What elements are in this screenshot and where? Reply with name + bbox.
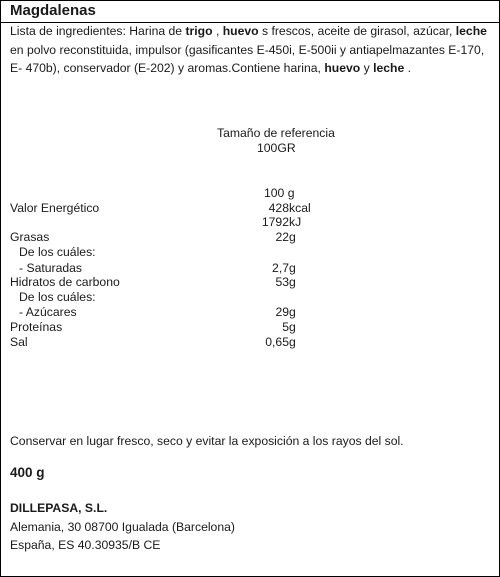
- company-address: Alemania, 30 08700 Igualada (Barcelona): [10, 520, 235, 534]
- title-box: [1, 1, 499, 23]
- salt-unit: g: [289, 335, 296, 349]
- ingredients-list: [10, 22, 492, 78]
- energy-kj-unit: kJ: [289, 215, 302, 229]
- salt-value: 0,65: [265, 335, 289, 349]
- fat-value: 22: [275, 230, 289, 244]
- protein-label: Proteínas: [10, 320, 63, 334]
- fat-label: Grasas: [10, 230, 50, 244]
- saturates-label: - Saturadas: [19, 261, 83, 275]
- allergen-trigo: trigo: [185, 24, 213, 38]
- storage-instructions: Conservar en lugar fresco, seco y evitar la exposición a los rayos del sol.: [10, 434, 404, 448]
- ingredients-label: Lista de ingredientes:: [10, 24, 126, 38]
- protein-value: 5: [282, 320, 289, 334]
- allergen-leche: leche: [373, 61, 405, 75]
- net-weight: 400 g: [10, 465, 45, 480]
- company-name: DILLEPASA, S.L.: [10, 501, 108, 515]
- fat-unit: g: [289, 230, 296, 244]
- ingredient-part: .: [404, 61, 412, 75]
- product-title: Magdalenas: [10, 2, 96, 19]
- allergen-leche: leche: [455, 24, 487, 38]
- energy-kcal-value: 428: [268, 201, 289, 215]
- carbohydrates-unit: g: [289, 275, 296, 289]
- carbohydrates-value: 53: [275, 275, 289, 289]
- of-which-label: De los cuáles:: [19, 245, 96, 259]
- saturates-unit: g: [289, 261, 296, 275]
- per-100g-header: 100 g: [264, 186, 295, 200]
- ingredient-part: Harina de: [125, 24, 186, 38]
- ingredient-part: y: [360, 61, 374, 75]
- ingredient-part: ,: [212, 24, 223, 38]
- protein-unit: g: [289, 320, 296, 334]
- reference-label: Tamaño de referencia: [217, 126, 335, 140]
- sugars-unit: g: [289, 305, 296, 319]
- energy-label: Valor Energético: [10, 201, 100, 215]
- energy-kj-value: 1792: [261, 215, 289, 229]
- ingredient-part: s frescos, aceite de girasol, azúcar,: [258, 24, 456, 38]
- salt-label: Sal: [10, 335, 28, 349]
- ingredient-part: en polvo reconstituida, impulsor (gasificantes E-450i, E-500ii y antiapelmazantes E-170, E- 470b), conservador (E-202) y aromas.Contiene harina,: [10, 42, 485, 75]
- sugars-label: - Azúcares: [19, 305, 77, 319]
- of-which-label: De los cuáles:: [19, 290, 96, 304]
- sugars-value: 29: [275, 305, 289, 319]
- allergen-huevo: huevo: [324, 61, 361, 75]
- carbohydrates-label: Hidratos de carbono: [10, 275, 120, 289]
- allergen-huevo: huevo: [222, 24, 259, 38]
- energy-kcal-unit: kcal: [289, 201, 311, 215]
- reference-value: 100GR: [257, 141, 296, 155]
- company-registry: España, ES 40.30935/B CE: [10, 538, 161, 552]
- saturates-value: 2,7: [272, 261, 289, 275]
